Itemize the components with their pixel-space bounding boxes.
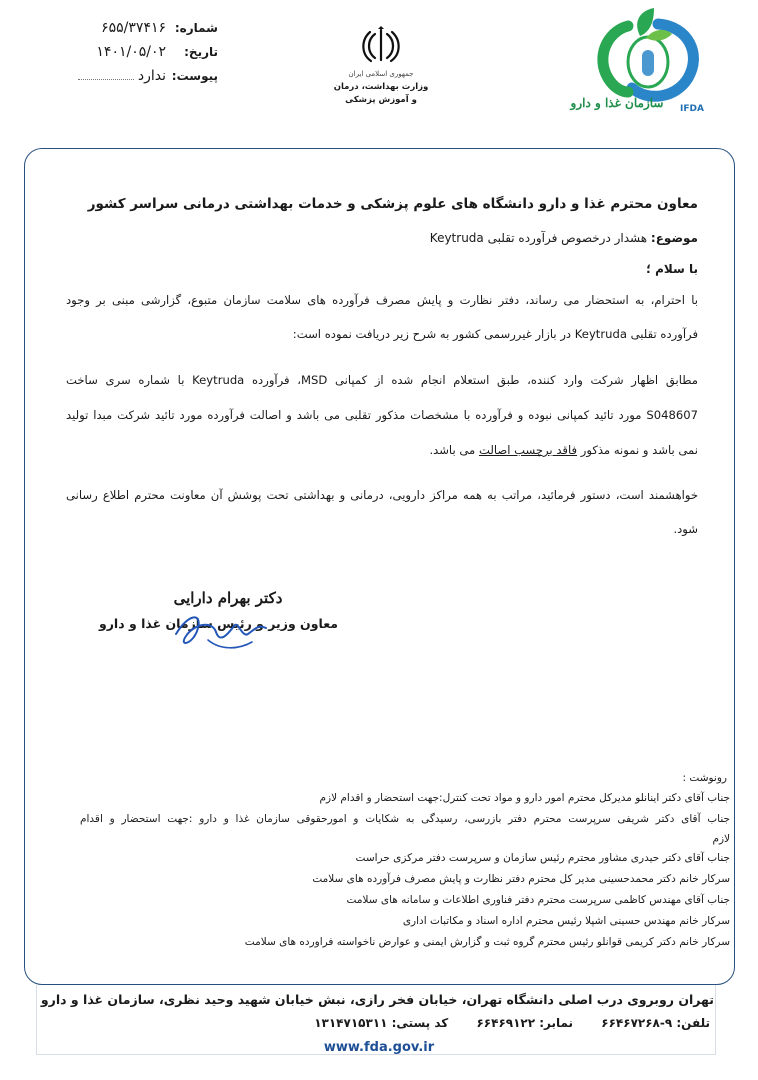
copy-recipient: جناب آقای دکتر شریفی سرپرست محترم دفتر بازرسی، رسیدگی به شکایات و امورحقوقی سازمان غذا و دارو :جهت استحضار و اقدام bbox=[80, 813, 730, 825]
copy-recipient: جناب آقای دکتر حیدری مشاور محترم رئیس سازمان و سرپرست دفتر مرکزی حراست bbox=[355, 852, 730, 864]
letter-number-row bbox=[78, 20, 218, 44]
signature-block bbox=[98, 584, 338, 636]
paragraph-request bbox=[66, 485, 698, 539]
paragraph-segment: نمی باشد و نمونه مذکور bbox=[580, 443, 698, 457]
copy-recipient-continued: لازم bbox=[712, 833, 730, 845]
paragraph-line: فرآورده تقلبی Keytruda در بازار غیررسمی کشور به شرح زیر دریافت نموده است: bbox=[292, 327, 698, 341]
letter-number-value: ۶۵۵/۳۷۴۱۶ bbox=[101, 20, 166, 36]
letter-addressee: معاون محترم غذا و دارو دانشگاه های علوم پزشکی و خدمات بهداشتی درمانی سراسر کشور bbox=[87, 196, 698, 212]
iran-emblem-icon bbox=[361, 26, 401, 64]
letter-header bbox=[0, 0, 758, 150]
salutation: با سلام ؛ bbox=[646, 262, 698, 276]
copy-recipient: جناب آقای مهندس کاظمی سرپرست محترم دفتر فناوری اطلاعات و سامانه های سلامت bbox=[346, 894, 730, 906]
footer-contacts bbox=[110, 1016, 710, 1030]
letter-date-row bbox=[78, 44, 218, 68]
emblem-ministry-line2: و آموزش پزشکی bbox=[345, 95, 417, 105]
footer-fax: نمابر: ۶۶۴۶۹۱۲۲ bbox=[476, 1016, 574, 1030]
letter-attachment-label: پیوست: bbox=[171, 69, 218, 83]
paragraph-line: با احترام، به استحضار می رساند، دفتر نظارت و پایش مصرف فرآورده های سلامت سازمان متبوع، گزارشی مبنی بر وجود bbox=[66, 293, 698, 307]
paragraph-segment: می باشد. bbox=[429, 443, 476, 457]
letter-number-label: شماره: bbox=[174, 21, 218, 35]
footer-postal-code: کد پستی: ۱۳۱۴۷۱۵۳۱۱ bbox=[314, 1016, 449, 1030]
attachment-dotted-line bbox=[78, 79, 134, 80]
letter-subject bbox=[78, 231, 698, 245]
underlined-phrase: فاقد برچسب اصالت bbox=[478, 443, 578, 457]
copies-list bbox=[80, 768, 730, 953]
copies-title: رونوشت : bbox=[682, 772, 727, 784]
subject-label: موضوع: bbox=[650, 231, 698, 245]
copy-recipient: سرکار خانم دکتر کریمی قوانلو رئیس محترم گروه ثبت و گزارش ایمنی و عوارض ناخواسته فراورده های سلامت bbox=[244, 936, 730, 948]
ministry-emblem bbox=[318, 26, 444, 107]
paragraph-line: مطابق اظهار شرکت وارد کننده، طبق استعلام انجام شده از کمپانی MSD، فرآورده Keytruda با شماره سری ساخت bbox=[66, 373, 698, 387]
copy-recipient: جناب آقای دکتر اینانلو مدیرکل محترم امور دارو و مواد تحت کنترل:جهت استحضار و اقدام لازم bbox=[319, 792, 730, 804]
logo-caption: سازمان غذا و دارو bbox=[570, 96, 664, 110]
footer-phone: تلفن: ۹-۶۶۴۶۷۲۶۸ bbox=[601, 1016, 710, 1030]
footer-website-link[interactable]: www.fda.gov.ir bbox=[323, 1040, 435, 1055]
signatory-title: معاون وزیر و رئیس سازمان غذا و دارو bbox=[98, 616, 338, 631]
paragraph-line: خواهشمند است، دستور فرمائید، مراتب به همه مراکز دارویی، درمانی و بهداشتی تحت پوشش آن معاونت محترم اطلاع رسانی bbox=[66, 488, 698, 502]
letter-attachment-value: ندارد bbox=[137, 68, 166, 84]
letter-date-label: تاریخ: bbox=[184, 45, 218, 59]
copy-recipient: سرکار خانم دکتر محمدحسینی مدیر کل محترم دفتر نظارت و پایش مصرف فرآورده های سلامت bbox=[312, 873, 730, 885]
letter-attachment-row bbox=[78, 68, 218, 92]
emblem-country: جمهوری اسلامی ایران bbox=[348, 70, 414, 78]
logo-abbreviation: IFDA bbox=[680, 104, 704, 114]
copy-recipient: سرکار خانم مهندس حسینی اشپلا رئیس محترم اداره اسناد و مکاتبات اداری bbox=[402, 915, 730, 927]
signatory-name: دکتر بهرام دارایی bbox=[173, 589, 283, 607]
paragraph-findings bbox=[66, 370, 698, 475]
emblem-ministry-line1: وزارت بهداشت، درمان bbox=[333, 82, 429, 92]
letter-date-value: ۱۴۰۱/۰۵/۰۲ bbox=[96, 44, 166, 60]
paragraph-intro bbox=[66, 290, 698, 344]
footer-address: تهران روبروی درب اصلی دانشگاه تهران، خیابان فخر رازی، نبش خیابان شهید وحید نظری، سازمان غذا و دارو bbox=[40, 992, 714, 1007]
letter-meta bbox=[78, 20, 218, 92]
handwritten-signature-icon bbox=[168, 604, 278, 654]
paragraph-line: S048607 مورد تائید کمپانی نبوده و فرآورده با مشخصات مذکور تقلبی می باشد و اصالت فرآورده مورد تائید شرکت مبدا تولید bbox=[66, 408, 698, 422]
subject-text: هشدار درخصوص فرآورده تقلبی Keytruda bbox=[429, 231, 648, 245]
paragraph-line: شود. bbox=[673, 522, 698, 536]
paragraph-line bbox=[66, 440, 698, 460]
